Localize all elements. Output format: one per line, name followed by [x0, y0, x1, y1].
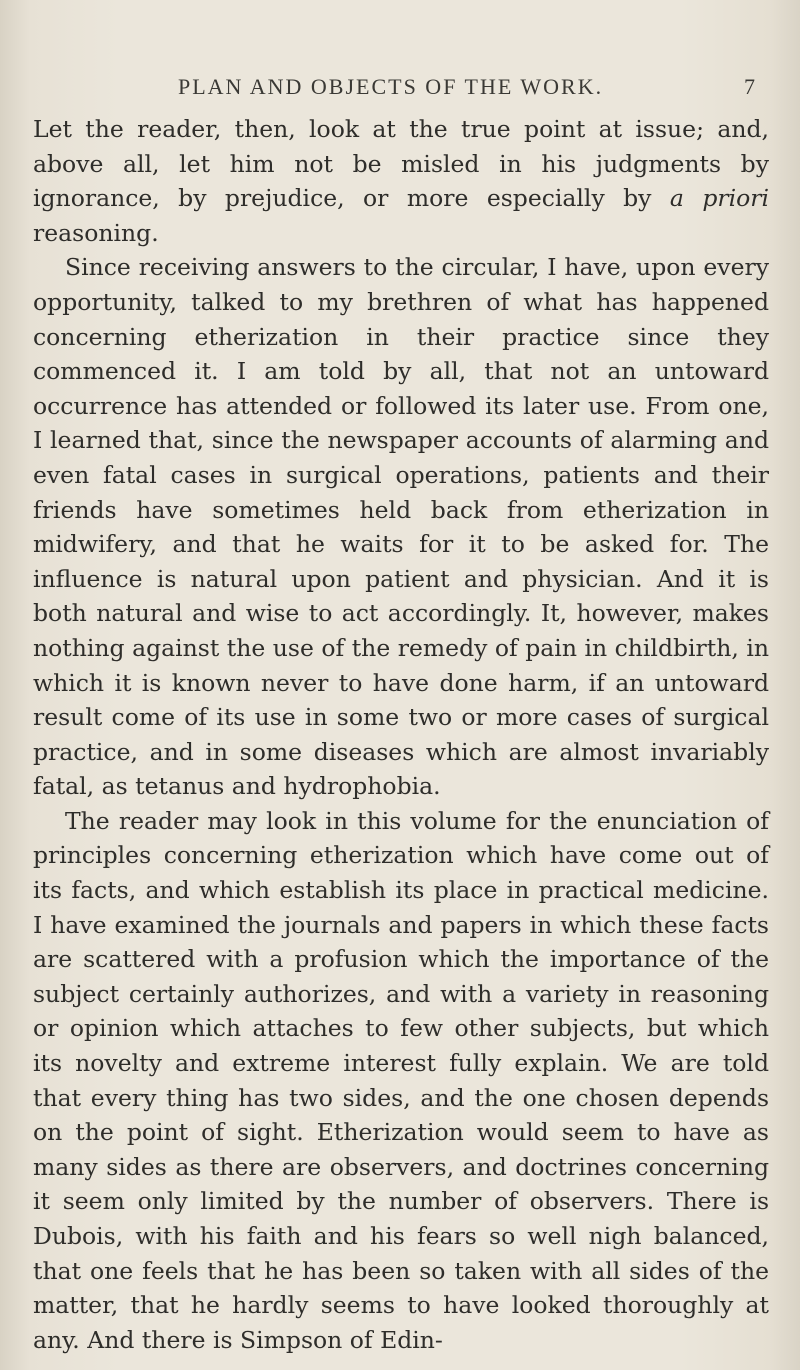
- paragraph-3: The reader may look in this volume for the enunciation of principles concerning etherization which have come out of its facts, and which establish its place in practical medicine. I have examined the journals and papers in which these facts are scattered with a profusion which the importance of the subject certainly authorizes, and with a variety in reasoning or opinion which attaches to few other subjects, but which its novelty and extreme interest fully explain. We are told that every thing has two sides, and the one chosen depends on the point of sight. Etherization would seem to have as many sides as there are observers, and doctrines concerning it seem only limited by the number of observers. There is Dubois, with his faith and his fears so well nigh balanced, that one feels that he has been so taken with all sides of the matter, that he hardly seems to have looked thoroughly at any. And there is Simpson of Edin-: [33, 806, 769, 1354]
- paragraph-1-before-italic: Let the reader, then, look at the true point at issue; and, above all, let him not be misled in his judgments by ignorance, by prejudice, or more especially by: [33, 115, 769, 213]
- page-number: 7: [744, 74, 755, 99]
- paragraph-2: Since receiving answers to the circular, I have, upon every opportunity, talked to my brethren of what has happened concerning etherization in their practice since they commenced it. I am told by all, that not an untoward occurrence has attended or followed its later use. From one, I learned that, since the newspaper accounts of alarming and even fatal cases in surgical operations, patients and their friends have sometimes held back from etherization in midwifery, and that he waits for it to be asked for. The influence is natural upon patient and physician. And it is both natural and wise to act accordingly. It, however, makes nothing against the use of the remedy of pain in childbirth, in which it is known never to have done harm, if an untoward result come of its use in some two or more cases of surgical practice, and in some diseases which are almost invariably fatal, as tetanus and hydrophobia.: [33, 253, 769, 801]
- running-head-title: PLAN AND OBJECTS OF THE WORK.: [178, 74, 604, 99]
- paragraph-1-italic-phrase: a priori: [669, 184, 770, 213]
- body-text: [33, 112, 769, 1357]
- paragraph-1: [33, 112, 769, 250]
- paragraph-1-after-italic: reasoning.: [33, 218, 159, 247]
